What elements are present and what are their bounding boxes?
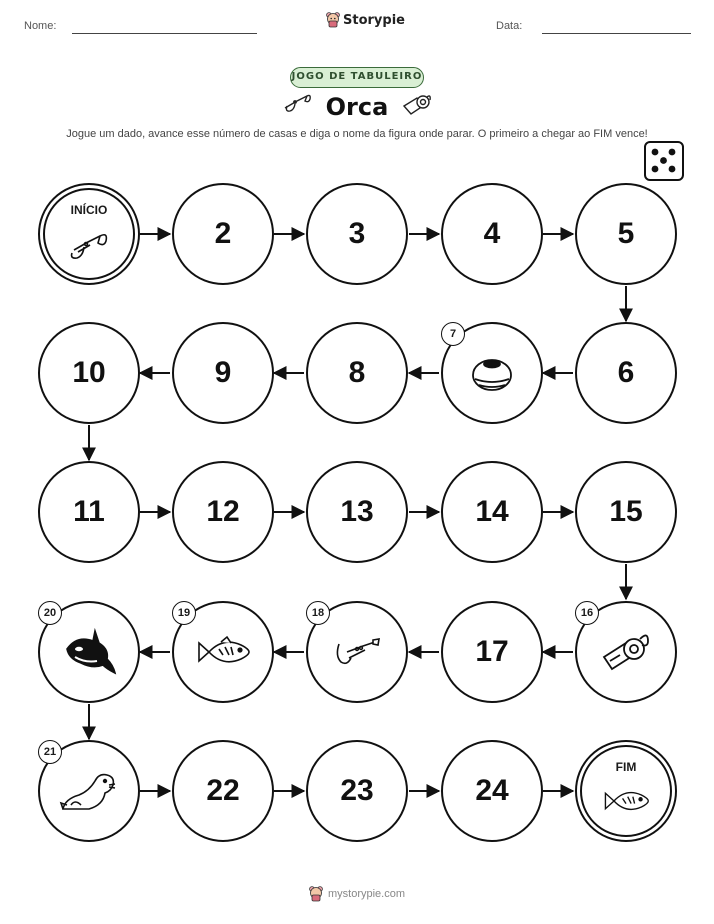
board-cell-18[interactable] (306, 601, 408, 703)
brand-name: Storypie (343, 12, 405, 28)
board-cell-7[interactable] (441, 322, 543, 424)
board-cell-5[interactable]: 5 (575, 183, 677, 285)
finish-label: FIM (615, 760, 637, 774)
board-cell-start[interactable] (38, 183, 140, 285)
fish-icon (195, 635, 251, 669)
board-cell-10[interactable]: 10 (38, 322, 140, 424)
bead-icon (469, 353, 515, 393)
cell-number-badge: 20 (38, 601, 62, 625)
game-type-badge: JOGO DE TABULEIRO (290, 67, 424, 88)
whistle-icon (600, 629, 652, 675)
board-cell-11[interactable]: 11 (38, 461, 140, 563)
trumpet-icon (68, 229, 110, 261)
board-cell-14[interactable]: 14 (441, 461, 543, 563)
name-label: Nome: (24, 20, 57, 32)
cell-number-badge: 7 (441, 322, 465, 346)
trumpet-icon (333, 634, 381, 670)
board-cell-finish[interactable] (575, 740, 677, 842)
board-cell-4[interactable]: 4 (441, 183, 543, 285)
board-cell-17[interactable]: 17 (441, 601, 543, 703)
page-title: Orca (325, 93, 389, 121)
board-cell-22[interactable]: 22 (172, 740, 274, 842)
cell-number-badge: 19 (172, 601, 196, 625)
board-cell-15[interactable]: 15 (575, 461, 677, 563)
footer (0, 886, 714, 902)
orca-icon (59, 627, 119, 677)
footer-url[interactable]: mystorypie.com (327, 888, 406, 900)
seal-icon (59, 769, 119, 813)
cell-number-badge: 16 (575, 601, 599, 625)
cell-number-badge: 18 (306, 601, 330, 625)
board-cell-2[interactable]: 2 (172, 183, 274, 285)
cell-number-badge: 21 (38, 740, 62, 764)
board-cell-9[interactable]: 9 (172, 322, 274, 424)
board-cell-23[interactable]: 23 (306, 740, 408, 842)
fish-icon (602, 786, 650, 816)
board-cell-3[interactable]: 3 (306, 183, 408, 285)
bear-logo-icon (309, 886, 323, 902)
board-cell-13[interactable]: 13 (306, 461, 408, 563)
board-cell-8[interactable]: 8 (306, 322, 408, 424)
instructions: Jogue um dado, avance esse número de casas e diga o nome da figura onde parar. O primeiro a chegar ao FIM vence! (66, 128, 648, 140)
start-label: INÍCIO (70, 203, 108, 217)
board-cell-6[interactable]: 6 (575, 322, 677, 424)
board-cell-16[interactable] (575, 601, 677, 703)
board-cell-12[interactable]: 12 (172, 461, 274, 563)
board-cell-21[interactable] (38, 740, 140, 842)
board-cell-20[interactable] (38, 601, 140, 703)
board-cell-24[interactable]: 24 (441, 740, 543, 842)
board-cell-19[interactable] (172, 601, 274, 703)
date-label: Data: (496, 20, 523, 32)
